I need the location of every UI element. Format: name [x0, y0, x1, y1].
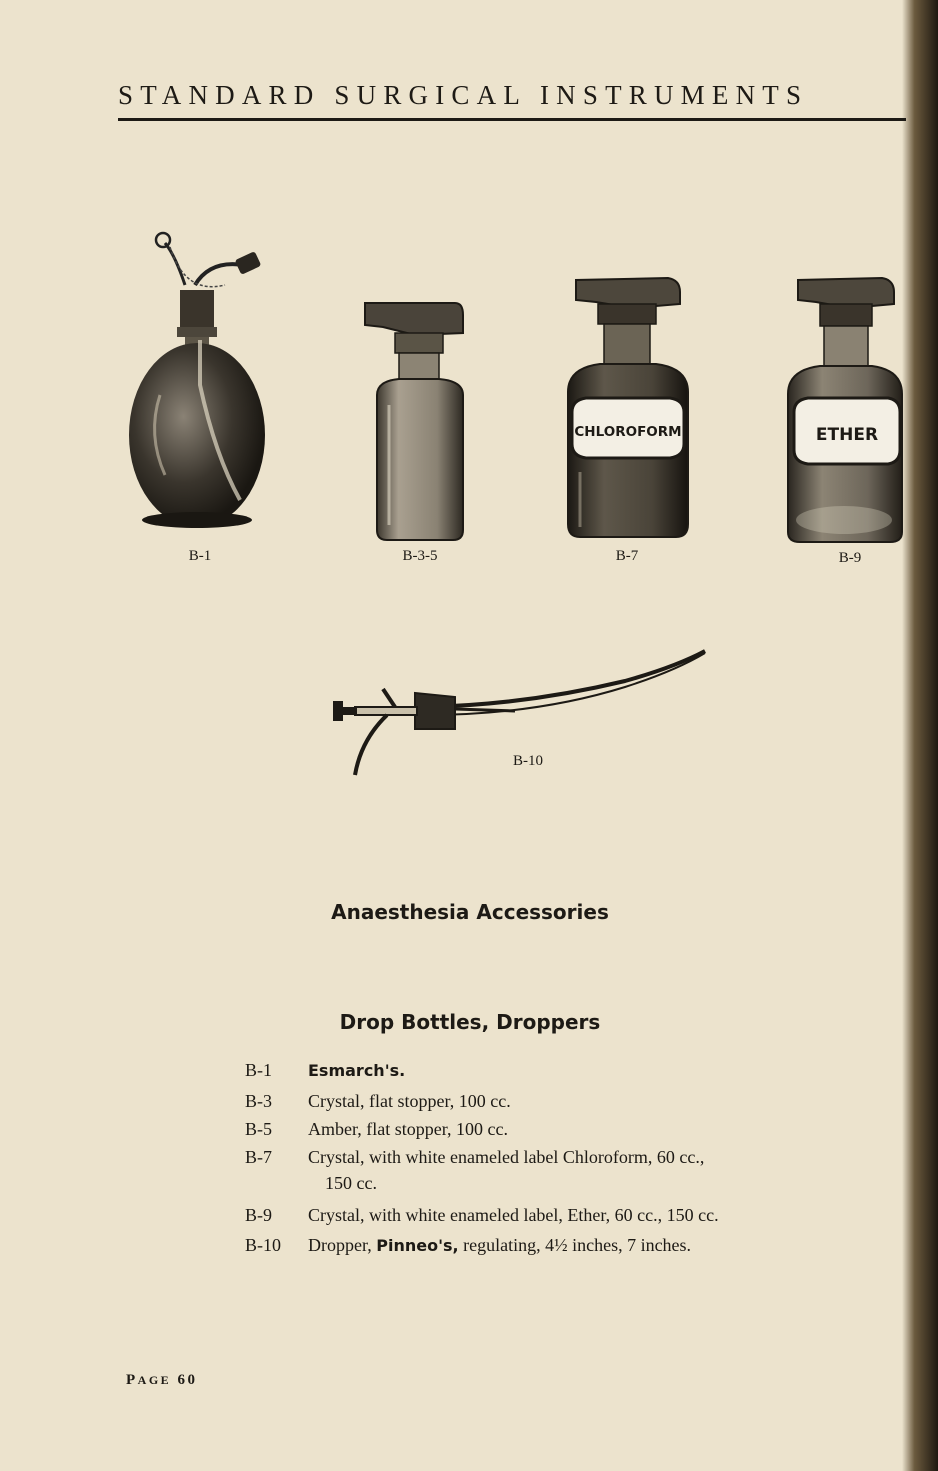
item-bold-name: Pinneo's, — [376, 1236, 459, 1255]
page-number: 60 — [177, 1372, 198, 1388]
section-title: Anaesthesia Accessories — [331, 900, 609, 924]
item-bold-name: Esmarch's. — [308, 1061, 406, 1080]
list-item — [245, 1088, 805, 1114]
item-description: Crystal, with white enameled label Chloroform, 60 cc., — [308, 1147, 705, 1167]
list-item — [245, 1144, 805, 1196]
figure-b9-ether-bottle — [784, 270, 904, 548]
header-rule — [118, 118, 906, 121]
page-word-rest: AGE — [137, 1373, 172, 1387]
list-item — [245, 1202, 805, 1228]
item-code: B-7 — [245, 1147, 272, 1167]
item-code: B-10 — [245, 1235, 281, 1255]
list-item — [245, 1057, 805, 1084]
item-description-continuation: 150 cc. — [325, 1173, 377, 1193]
page-header-title: STANDARD SURGICAL INSTRUMENTS — [118, 80, 809, 110]
figure-b7-caption: B-7 — [615, 548, 639, 564]
figure-b9-caption: B-9 — [838, 550, 862, 566]
ether-label-text: ETHER — [815, 425, 879, 445]
figure-b35-caption: B-3-5 — [402, 548, 438, 564]
book-spine-shadow — [902, 0, 938, 1471]
item-code: B-9 — [245, 1205, 272, 1225]
figure-b10-caption: B-10 — [513, 753, 543, 769]
figure-b1-caption: B-1 — [188, 548, 212, 564]
item-description: Amber, flat stopper, 100 cc. — [308, 1119, 508, 1139]
page-footer — [126, 1372, 197, 1389]
figure-b1-esmarch-bottle — [125, 225, 275, 550]
page-word-first: P — [126, 1372, 138, 1388]
item-code: B-5 — [245, 1119, 272, 1139]
list-item — [245, 1116, 805, 1142]
item-description: Crystal, flat stopper, 100 cc. — [308, 1091, 511, 1111]
item-description: Crystal, with white enameled label, Ether, 60 cc., 150 cc. — [308, 1205, 719, 1225]
figure-b7-chloroform-bottle — [560, 272, 695, 544]
section-subtitle: Drop Bottles, Droppers — [339, 1010, 601, 1034]
list-item — [245, 1232, 805, 1259]
chloroform-label-text: CHLOROFORM — [574, 424, 682, 440]
product-list — [245, 1057, 805, 1259]
item-description-post: regulating, 4½ inches, 7 inches. — [458, 1235, 692, 1255]
item-description-pre: Dropper, — [308, 1235, 377, 1255]
item-code: B-1 — [245, 1060, 272, 1080]
item-code: B-3 — [245, 1091, 272, 1111]
figure-b35-flat-stopper-bottle — [355, 295, 485, 545]
